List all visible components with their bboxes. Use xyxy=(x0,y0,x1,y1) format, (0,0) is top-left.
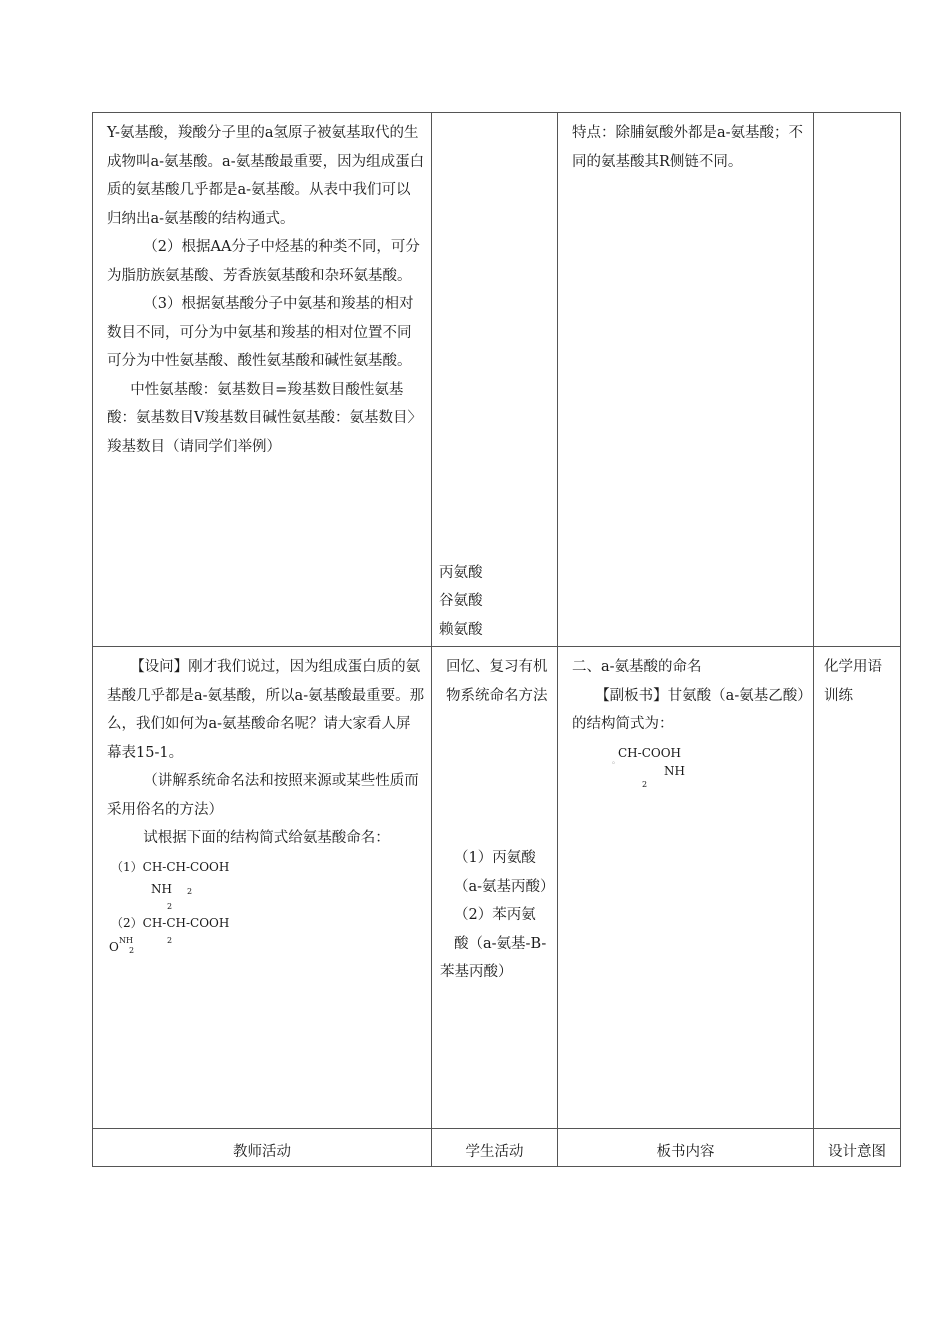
formula-2-amino: NH xyxy=(119,935,133,945)
formula-dot: 。 xyxy=(612,755,620,765)
design-intent-cell xyxy=(814,647,901,1129)
board-text: 【副板书】甘氨酸（a-氨基乙酸）的结构简式为： xyxy=(572,687,805,732)
table-row xyxy=(93,647,901,1129)
header-student xyxy=(432,1129,558,1167)
formula-1 xyxy=(107,853,425,911)
glycine-amino: NH xyxy=(664,763,685,778)
header-label: 板书内容 xyxy=(656,1143,715,1160)
paragraph: Y-氨基酸，羧酸分子里的a氢原子被氨基取代的生成物叫a-氨基酸。a-氨基酸最重要，因为组成蛋白质的氨基酸几乎都是a-氨基酸。从表中我们可以归纳出a-氨基酸的结构通式。 xyxy=(107,125,425,227)
recall-text: 回忆、复习有机物系统命名方法 xyxy=(446,659,548,704)
design-intent-text: 化学用语训练 xyxy=(824,659,882,704)
board-content-cell xyxy=(558,113,814,647)
amino-acid-list xyxy=(439,559,483,645)
student-activity-cell xyxy=(432,113,558,647)
formula-1-subscript: 2 xyxy=(167,901,173,911)
teacher-activity-cell xyxy=(93,113,432,647)
formula-1-subscript: 2 xyxy=(187,886,193,896)
glycine-formula xyxy=(572,739,807,789)
feature-text: 特点：除脯氨酸外都是a-氨基酸；不同的氨基酸其R侧链不同。 xyxy=(572,125,804,170)
section-title: 二、a-氨基酸的命名 xyxy=(572,659,702,675)
list-item: 丙氨酸 xyxy=(439,564,483,581)
answer-2-cont: 苯基丙酸） xyxy=(440,964,513,980)
glycine-subscript: 2 xyxy=(642,779,648,789)
table-header-row xyxy=(93,1129,901,1167)
answer-2: （2）苯丙氨酸（a-氨基-B- xyxy=(454,907,547,952)
task-paragraph: 试根据下面的结构简式给氨基酸命名： xyxy=(143,830,390,846)
formula-2-subscript: 2 xyxy=(167,935,173,945)
design-intent-cell xyxy=(814,113,901,647)
answer-1: （1）丙氨酸（a-氨基丙酸） xyxy=(454,850,555,895)
paragraph: 中性氨基酸：氨基数目=羧基数目酸性氨基酸：氨基数目V羧基数目碱性氨基酸：氨基数目〉羧基数目（请同学们举例） xyxy=(107,381,422,455)
board-content-cell xyxy=(558,647,814,1129)
header-label: 教师活动 xyxy=(233,1143,291,1160)
table-row xyxy=(93,113,901,647)
list-item: 赖氨酸 xyxy=(439,621,483,638)
formula-2-oxygen: O xyxy=(109,939,119,954)
header-label: 学生活动 xyxy=(465,1143,524,1160)
header-teacher xyxy=(93,1129,432,1167)
student-activity-cell xyxy=(432,647,558,1129)
header-label: 设计意图 xyxy=(828,1143,886,1160)
header-board xyxy=(558,1129,814,1167)
formula-1-amino: NH xyxy=(151,881,172,896)
formula-2-subscript: 2 xyxy=(129,945,135,955)
formula-1-main: （1）CH-CH-COOH xyxy=(111,859,230,874)
formula-2 xyxy=(107,911,425,961)
formula-2-main: （2）CH-CH-COOH xyxy=(111,915,230,930)
paragraph: （2）根据AA分子中烃基的种类不同，可分为脂肪族氨基酸、芳香族氨基酸和杂环氨基酸。 xyxy=(107,239,420,284)
question-paragraph: 【设问】刚才我们说过，因为组成蛋白质的氨基酸几乎都是a-氨基酸，所以a-氨基酸最重要。那么，我们如何为a-氨基酸命名呢？请大家看人屏幕表15-1。 xyxy=(107,659,425,761)
paragraph: （3）根据氨基酸分子中氨基和羧基的相对数目不同，可分为中氨基和羧基的相对位置不同可分为中性氨基酸、酸性氨基酸和碱性氨基酸。 xyxy=(107,296,414,369)
lesson-plan-table xyxy=(92,112,901,1167)
teacher-activity-cell xyxy=(93,647,432,1129)
header-design xyxy=(814,1129,901,1167)
explanation-paragraph: （讲解系统命名法和按照来源或某些性质而采用俗名的方法） xyxy=(107,773,419,818)
list-item: 谷氨酸 xyxy=(439,593,483,609)
glycine-main: CH-COOH xyxy=(618,745,682,760)
